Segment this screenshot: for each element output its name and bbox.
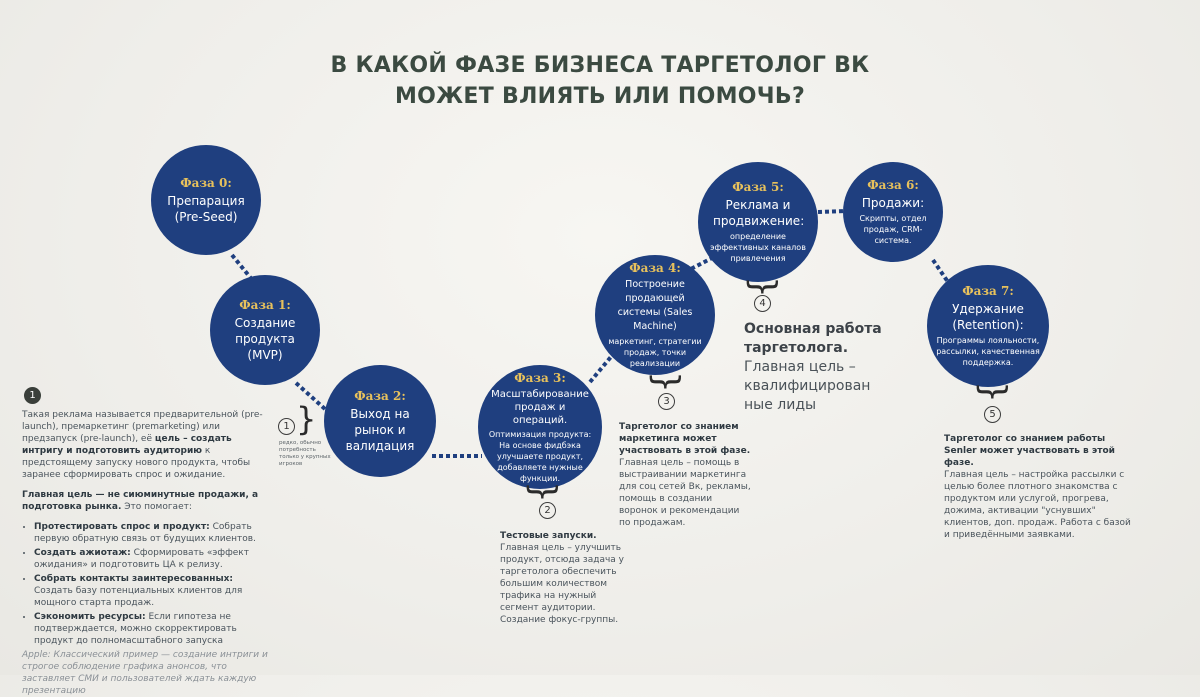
phase-2-circle <box>324 365 436 477</box>
left-info-goal: Главная цель — не сиюминутные продажи, а подготовка рынка. Это помогает: <box>22 490 259 512</box>
phase-4-circle <box>595 255 715 375</box>
marker-4: 4 <box>754 295 771 312</box>
left-info-block <box>22 409 270 697</box>
phase-4-name: Построение продающей системы (Sales Machine) <box>617 279 693 332</box>
phase-0-name: Препарация (Pre-Seed) <box>167 193 245 224</box>
rare-need-note: редко, обычно потребность только у крупных игроков <box>279 440 331 467</box>
phase-6-name: Продажи: <box>861 196 925 210</box>
benefits-list <box>22 521 270 647</box>
phase-4-title: Фаза 4: <box>629 261 681 275</box>
phase-3-circle <box>478 365 602 489</box>
list-item: • Сэкономить ресурсы: Если гипотеза не подтверждается, можно скорректировать продукт до полномасштабного запуска <box>34 611 270 647</box>
phase-5-desc: определение эффективных каналов привлечения <box>710 232 806 263</box>
phase-5-circle <box>698 162 818 282</box>
marker-1-small: 1 <box>278 418 295 435</box>
phase-5-title: Фаза 5: <box>732 180 784 194</box>
block-5-text: Главная цель – настройка рассылки с целью более плотного знакомства с продуктом или услугой, прогрева, дожима, активации "уснувших" клиентов, доп. продаж. Работа с базой и приведёнными заявками. <box>944 470 1131 540</box>
block-4-title: Основная работа таргетолога. <box>744 321 882 356</box>
brace-phase-7: } <box>972 381 1013 403</box>
block-3-marketing <box>619 421 751 529</box>
block-2-title: Тестовые запуски. <box>500 531 597 541</box>
phase-3-title: Фаза 3: <box>514 370 566 385</box>
phase-0-circle <box>151 145 261 255</box>
list-item: • Протестировать спрос и продукт: Собрать первую обратную связь от будущих клиентов. <box>34 521 270 545</box>
block-3-title: Таргетолог со знанием маркетинга может участвовать в этой фазе. <box>619 422 751 456</box>
phase-6-desc: Скрипты, отдел продаж, CRM-система. <box>859 214 927 245</box>
connector-5-6 <box>818 211 845 212</box>
phase-5-name: Реклама и продвижение: <box>713 198 805 228</box>
phase-1-circle <box>210 275 320 385</box>
brace-phase-5: } <box>742 276 783 298</box>
block-2-test-launch <box>500 530 630 626</box>
phase-7-desc: Программы лояльности, рассылки, качественная поддержка. <box>936 336 1040 367</box>
marker-5: 5 <box>984 406 1001 423</box>
marker-3: 3 <box>658 393 675 410</box>
brace-phase-1: } <box>296 400 317 438</box>
phase-2-title: Фаза 2: <box>354 388 406 403</box>
phase-3-name: Масштабирование продаж и операций. <box>491 388 589 426</box>
list-item: • Собрать контакты заинтересованных: Создать базу потенциальных клиентов для мощного старта продаж. <box>34 573 270 609</box>
marker-2: 2 <box>539 502 556 519</box>
phase-1-title: Фаза 1: <box>239 297 291 312</box>
list-item: • Создать ажиотаж: Сформировать «эффект ожидания» и подготовить ЦА к релизу. <box>34 547 270 571</box>
brace-phase-3: } <box>522 481 563 503</box>
phase-1-name: Создание продукта (MVP) <box>234 315 296 362</box>
phase-3-desc: Оптимизация продукта: На основе фидбэка улучшаете продукт, добавляете нужные функции. <box>488 429 592 483</box>
phase-7-circle <box>927 265 1049 387</box>
block-2-text: Главная цель – улучшить продукт, отсюда задача у таргетолога обеспечить большим количеством трафика на нужный сегмент аудитории. Создание фокус-группы. <box>500 543 624 625</box>
left-info-intro: Такая реклама называется предварительной (pre-launch), премаркетинг (premarketing) или предзапуск (pre-launch), её цель – создать интригу и подготовить аудиторию к предстоящему запуску нового продукта, чтобы заранее сформировать спрос и ожидание. <box>22 410 263 480</box>
block-4-main-work <box>744 320 904 415</box>
marker-1-filled: 1 <box>24 387 41 404</box>
phase-6-title: Фаза 6: <box>867 178 919 192</box>
phase-0-title: Фаза 0: <box>180 175 232 190</box>
phase-4-desc: маркетинг, стратегии продаж, точки реализации <box>608 337 702 368</box>
phase-2-name: Выход на рынок и валидация <box>345 406 415 453</box>
page-title-line-2: МОЖЕТ ВЛИЯТЬ ИЛИ ПОМОЧЬ? <box>394 84 806 109</box>
phase-6-circle <box>843 162 943 262</box>
block-5-title: Таргетолог со знанием работы Senler может участвовать в этой фазе. <box>944 434 1115 468</box>
brace-phase-4: } <box>645 371 686 393</box>
phase-7-name: Удержание (Retention): <box>952 302 1024 332</box>
page-title-line-1: В КАКОЙ ФАЗЕ БИЗНЕСА ТАРГЕТОЛОГ ВК <box>330 53 870 78</box>
block-4-text: Главная цель – квалифицирован ные лиды <box>744 359 871 413</box>
apple-example: Apple: Классический пример — создание интриги и строгое соблюдение графика анонсов, что заставляет СМИ и пользователей ждать каждую презентацию <box>22 650 268 696</box>
phase-7-title: Фаза 7: <box>962 284 1014 298</box>
block-3-text: Главная цель – помощь в выстраивании маркетинга для соц сетей Вк, рекламы, помощь в создании воронок и рекомендации по продажам. <box>619 458 751 528</box>
block-5-senler <box>944 433 1136 541</box>
